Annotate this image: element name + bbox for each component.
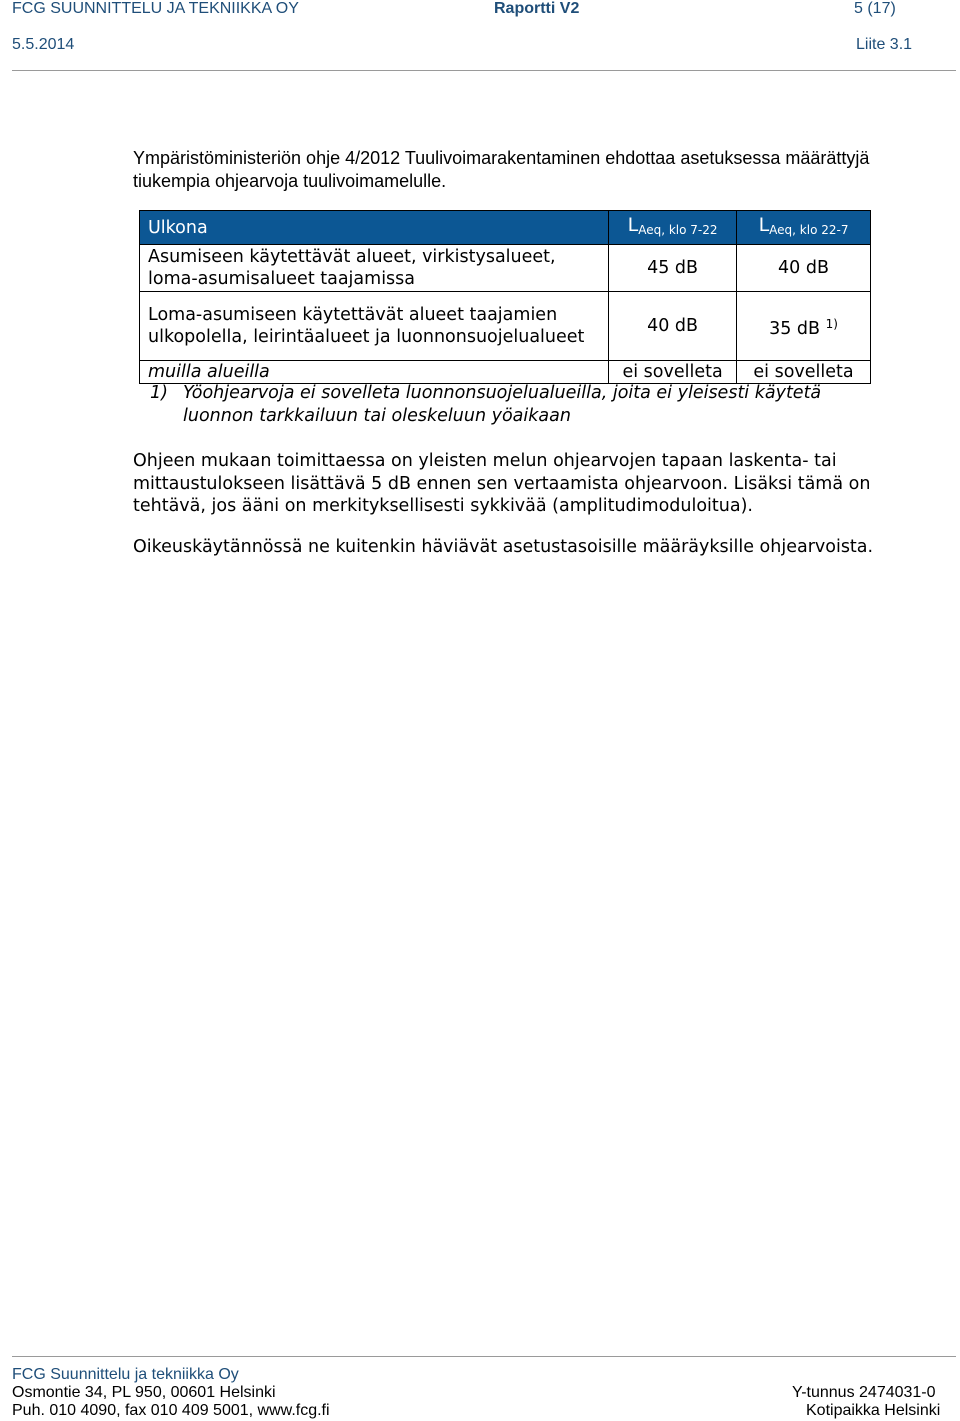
day-limit-value: ei sovelleta — [609, 361, 737, 384]
table-footnote — [150, 382, 890, 428]
column-header-outdoor: Ulkona — [140, 211, 609, 245]
table-row — [140, 361, 871, 384]
day-limit-value: 45 dB — [609, 245, 737, 292]
header-page-number: 5 (17) — [854, 0, 896, 17]
column-header-night: $L_{Aeq, klo 22-7}$ — [737, 211, 871, 245]
table-row — [140, 245, 871, 292]
footer-divider — [12, 1356, 956, 1357]
footer-domicile: Kotipaikka Helsinki — [806, 1402, 941, 1419]
row-label: muilla alueilla — [140, 361, 609, 384]
intro-paragraph: Ympäristöministeriön ohje 4/2012 Tuulivoimarakentaminen ehdottaa asetuksessa määrättyjä tiukempia ohjearvoja tuulivoimamelulle. — [133, 148, 870, 191]
header-divider — [12, 70, 956, 71]
column-header-day: $L_{Aeq, klo 7-22}$ — [609, 211, 737, 245]
footer-business-id: Y-tunnus 2474031-0 — [792, 1384, 936, 1401]
footnote-text: Yöohjearvoja ei sovelleta luonnonsuojelualueilla, joita ei yleisesti käytetä luonnon tarkkailuun tai oleskeluun yöaikaan — [183, 383, 822, 426]
day-limit-value: 40 dB — [609, 292, 737, 361]
footnote-reference: 1) — [825, 316, 838, 331]
footer-company: FCG Suunnittelu ja tekniikka Oy — [12, 1366, 239, 1383]
noise-limit-table — [139, 210, 871, 384]
body-paragraph-2: Oikeuskäytännössä ne kuitenkin häviävät asetustasoisille määräyksille ohjearvoista. — [133, 537, 874, 557]
night-limit-value: 40 dB — [737, 245, 871, 292]
body-paragraph-1: Ohjeen mukaan toimittaessa on yleisten melun ohjearvojen tapaan laskenta- tai mittaustulokseen lisättävä 5 dB ennen sen vertaamista ohjearvoon. Lisäksi tämä on tehtävä, jos ääni on merkityksellisesti sykkivää (amplitudimoduloitua). — [133, 451, 871, 516]
footnote-number: 1) — [150, 383, 168, 403]
table-header-row — [140, 211, 871, 245]
night-limit-value: ei sovelleta — [737, 361, 871, 384]
footer-address: Osmontie 34, PL 950, 00601 Helsinki — [12, 1384, 276, 1401]
header-company: FCG SUUNNITTELU JA TEKNIIKKA OY — [12, 0, 299, 17]
night-limit-value: 35 dB $^{1)}$ — [737, 292, 871, 361]
row-label: Loma-asumiseen käytettävät alueet taajamien ulkopolella, leirintäalueet ja luonnonsuojelualueet — [140, 292, 609, 361]
header-report-title: Raportti V2 — [494, 0, 580, 17]
footer-contact: Puh. 010 4090, fax 010 409 5001, www.fcg.fi — [12, 1402, 330, 1419]
table-row — [140, 292, 871, 361]
header-date: 5.5.2014 — [12, 36, 75, 53]
row-label: Asumiseen käytettävät alueet, virkistysalueet, loma-asumisalueet taajamissa — [140, 245, 609, 292]
header-attachment: Liite 3.1 — [856, 36, 913, 53]
